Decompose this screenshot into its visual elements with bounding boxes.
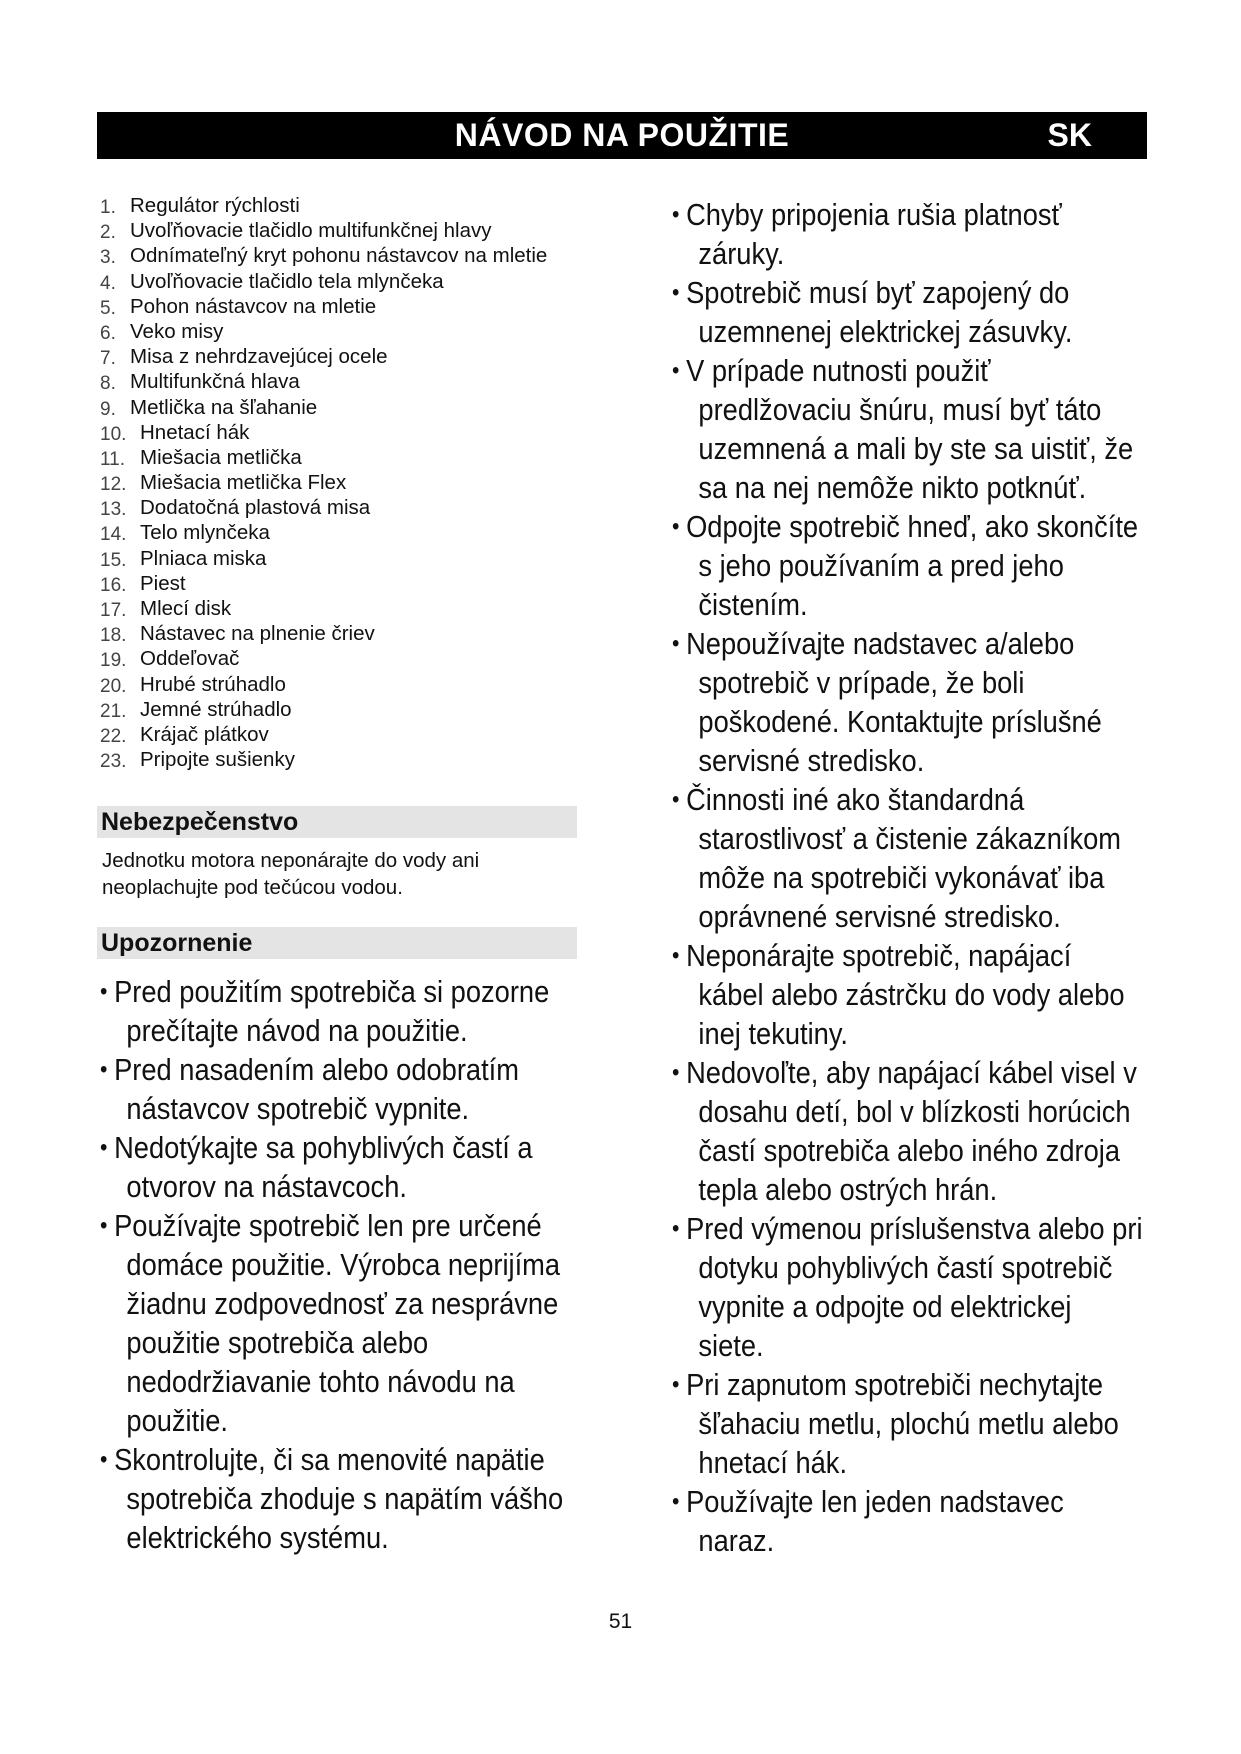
warning-list-left: [100, 972, 584, 1557]
page-number: 51: [608, 1610, 633, 1633]
part-label: Piest: [140, 571, 186, 595]
part-list-item: [100, 470, 580, 495]
warning-list-right-column: [672, 195, 1207, 1560]
warning-bullet-item: • Pred výmenou príslušenstva alebo pri dotyku pohyblivých častí spotrebič vypnite a odpojte od elektrickej siete.: [672, 1209, 1143, 1365]
warning-bullet-item: • Neponárajte spotrebič, napájací kábel alebo zástrčku do vody alebo inej tekutiny.: [672, 936, 1143, 1053]
part-number: 9.: [100, 398, 116, 420]
part-number: 16.: [100, 574, 127, 596]
part-label: Oddeľovač: [140, 647, 240, 671]
part-number: 14.: [100, 524, 127, 546]
warning-bullet-item: • Spotrebič musí byť zapojený do uzemnenej elektrickej zásuvky.: [672, 273, 1143, 351]
part-list-item: [100, 646, 580, 671]
page-title: NÁVOD NA POUŽITIE: [454, 117, 790, 153]
part-list-item: [100, 319, 580, 344]
part-list-item: [100, 747, 580, 772]
warning-bullet-item: • Chyby pripojenia rušia platnosť záruky.: [672, 195, 1143, 273]
part-list-item: [100, 445, 580, 470]
part-list-item: [100, 395, 580, 420]
part-label: Hnetací hák: [140, 420, 250, 444]
part-label: Nástavec na plnenie čriev: [140, 622, 375, 646]
part-number: 1.: [100, 197, 116, 218]
part-number: 10.: [100, 423, 127, 445]
warning-bullet-item: • Nedotýkajte sa pohyblivých častí a otvorov na nástavcoch.: [100, 1128, 584, 1206]
part-label: Misa z nehrdzavejúcej ocele: [130, 345, 388, 369]
warning-bullet-item: • Nepoužívajte nadstavec a/alebo spotrebič v prípade, že boli poškodené. Kontaktujte príslušné servisné stredisko.: [672, 624, 1143, 780]
warning-bullet-item: • V prípade nutnosti použiť predlžovaciu šnúru, musí byť táto uzemnená a mali by ste sa uistiť, že sa na nej nemôže nikto potknúť.: [672, 351, 1143, 507]
warning-bullet-item: • Pred použitím spotrebiča si pozorne prečítajte návod na použitie.: [100, 972, 584, 1050]
warning-bullet-item: • Používajte spotrebič len pre určené domáce použitie. Výrobca neprijíma žiadnu zodpovednosť za nesprávne použitie spotrebiča alebo nedodržiavanie tohto návodu na použitie.: [100, 1206, 584, 1440]
part-label: Uvoľňovacie tlačidlo tela mlynčeka: [130, 269, 444, 293]
part-number: 20.: [100, 675, 127, 697]
part-label: Regulátor rýchlosti: [130, 194, 300, 217]
parts-list-section: [100, 193, 580, 772]
part-list-item: [100, 520, 580, 545]
part-list-item: [100, 697, 580, 722]
part-label: Mlecí disk: [140, 597, 232, 620]
danger-heading: Nebezpečenstvo: [97, 806, 577, 838]
part-label: Odnímateľný kryt pohonu nástavcov na mletie: [130, 244, 548, 268]
part-number: 6.: [100, 322, 116, 344]
part-number: 8.: [100, 373, 116, 395]
part-number: 23.: [100, 751, 127, 773]
parts-list: [100, 193, 580, 772]
part-list-item: [100, 495, 580, 520]
part-label: Krájač plátkov: [140, 722, 269, 746]
part-number: 11.: [100, 448, 126, 470]
part-label: Veko misy: [130, 319, 224, 343]
part-number: 7.: [100, 348, 116, 370]
warning-bullet-item: • Skontrolujte, či sa menovité napätie spotrebiča zhoduje s napätím vášho elektrického systému.: [100, 1440, 584, 1557]
warning-bullet-item: • Odpojte spotrebič hneď, ako skončíte s jeho používaním a pred jeho čistením.: [672, 507, 1143, 624]
part-list-item: [100, 218, 580, 243]
part-list-item: [100, 571, 580, 596]
page-header: [97, 112, 1147, 159]
part-list-item: [100, 420, 580, 445]
part-list-item: [100, 722, 580, 747]
part-label: Plniaca miska: [140, 546, 267, 570]
part-number: 12.: [100, 474, 127, 496]
language-code: SK: [1047, 117, 1092, 153]
part-number: 2.: [100, 222, 116, 244]
part-number: 13.: [100, 499, 127, 521]
part-number: 21.: [100, 700, 127, 722]
part-number: 17.: [100, 600, 127, 621]
part-number: 4.: [100, 272, 116, 294]
part-label: Miešacia metlička: [140, 445, 302, 469]
part-label: Pripojte sušienky: [140, 748, 295, 772]
part-label: Multifunkčná hlava: [130, 370, 300, 394]
part-list-item: [100, 193, 580, 218]
part-label: Telo mlynčeka: [140, 521, 270, 545]
part-label: Uvoľňovacie tlačidlo multifunkčnej hlavy: [130, 219, 492, 243]
part-number: 3.: [100, 247, 116, 269]
warning-bullet-item: • Nedovoľte, aby napájací kábel visel v dosahu detí, bol v blízkosti horúcich častí spotrebiča alebo iného zdroja tepla alebo ostrých hrán.: [672, 1053, 1143, 1209]
part-list-item: [100, 546, 580, 571]
warning-bullet-item: • Pred nasadením alebo odobratím nástavcov spotrebič vypnite.: [100, 1050, 584, 1128]
part-label: Metlička na šľahanie: [130, 395, 318, 419]
part-number: 19.: [100, 650, 127, 672]
part-label: Pohon nástavcov na mletie: [130, 294, 377, 318]
part-number: 5.: [100, 297, 116, 319]
part-list-item: [100, 369, 580, 394]
part-list-item: [100, 294, 580, 319]
warning-bullet-item: • Používajte len jeden nadstavec naraz.: [672, 1482, 1143, 1560]
part-list-item: [100, 269, 580, 294]
part-label: Dodatočná plastová misa: [140, 496, 371, 520]
warning-bullet-item: • Činnosti iné ako štandardná starostlivosť a čistenie zákazníkom môže na spotrebiči vykonávať iba oprávnené servisné stredisko.: [672, 780, 1143, 936]
danger-text: Jednotku motora neponárajte do vody ani neoplachujte pod tečúcou vodou.: [102, 849, 480, 899]
part-list-item: [100, 243, 580, 268]
part-list-item: [100, 621, 580, 646]
part-list-item: [100, 672, 580, 697]
part-number: 15.: [100, 549, 127, 571]
part-label: Jemné strúhadlo: [140, 697, 292, 721]
part-number: 22.: [100, 725, 127, 747]
part-list-item: [100, 344, 580, 369]
warning-list-right: [672, 195, 1143, 1560]
part-list-item: [100, 596, 580, 621]
warning-heading: Upozornenie: [97, 927, 577, 959]
part-label: Hrubé strúhadlo: [140, 672, 286, 696]
part-number: 18.: [100, 625, 127, 647]
warning-list-left-column: [100, 972, 650, 1557]
part-label: Miešacia metlička Flex: [140, 471, 347, 495]
warning-bullet-item: • Pri zapnutom spotrebiči nechytajte šľahaciu metlu, plochú metlu alebo hnetací hák.: [672, 1365, 1143, 1482]
